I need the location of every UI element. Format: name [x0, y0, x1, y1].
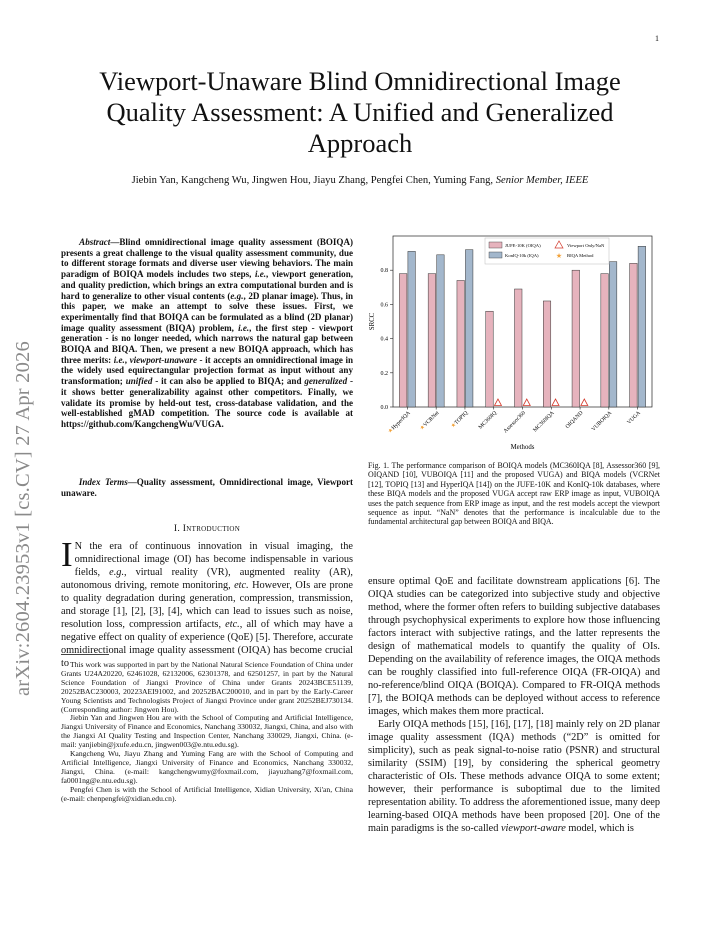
- x-tick-text: Assessor360: [502, 410, 527, 435]
- biqa-star-icon: ★: [418, 424, 427, 432]
- x-tick-text: OIQAND: [564, 410, 585, 431]
- bar-mc360iq-jufe: [486, 311, 494, 407]
- biqa-star-icon: ★: [449, 421, 458, 430]
- bar-mc360iqa-jufe: [543, 301, 551, 407]
- footnote-affiliation-2: Kangcheng Wu, Jiayu Zhang and Yuming Fang are with the School of Computing and Artificial Intelligence, Jiangxi University of Finance and Economics, Nanchang 330032, Jiangxi, China. (e-mail: kangchengwumy@foxmail.com, jiayuzhang7@foxmail.com, fa0001ng@e.ntu.edu.sg).: [61, 749, 353, 785]
- author-membership: Senior Member, IEEE: [495, 175, 589, 186]
- footnote-affiliation-3: Pengfei Chen is with the School of Artificial Intelligence, Xidian University, Xi'an, China (e-mail: chenpengfei@xidian.edu.cn).: [61, 784, 353, 803]
- page-number: 1: [655, 34, 659, 43]
- y-tick-label: 0.2: [380, 370, 388, 377]
- x-tick-text: VCRNet: [422, 410, 441, 429]
- y-tick-label: 0.0: [380, 405, 388, 411]
- x-tick-label: [626, 410, 642, 426]
- y-tick-label: 0.6: [380, 302, 388, 309]
- introduction-text: I N the era of continuous innovation in visual imaging, the omnidirectional image (OI) has become indispensable in various fields, e.g., virtual reality (VR), augmented reality (AR), autonomous driving, remote monitoring, etc. However, OIs are prone to quality degradation during generation, compression, transmission, and storage [1], [2], [3], [4], which can lead to issues such as noise, resolution loss, compression artifacts, etc., all of which may have a negative effect on quality of experience (QoE) [5]. Therefore, accurate omnidirectional image quality assessment (OIQA) has become crucial to: [61, 535, 353, 669]
- section-heading-introduction: I. Introduction: [173, 523, 241, 534]
- footnote-affiliation-1: Jiebin Yan and Jingwen Hou are with the School of Computing and Artificial Intelligence, Jiangxi University of Finance and Economics, Nanchang 330032, Jiangxi, China, and also with the Jiangxi AI Quality Testing and Inspection Center, Nanchang 330029, Jiangxi, China. (e-mail: yanjiebin@jxufe.edu.cn, jingwen003@e.ntu.edu.sg).: [61, 713, 353, 750]
- legend-label: JUFE-10K (OIQA): [505, 243, 541, 248]
- bar-topiq-jufe: [457, 280, 465, 407]
- x-tick-text: HyperIQA: [390, 410, 412, 432]
- author-names: Jiebin Yan, Kangcheng Wu, Jingwen Hou, Jiayu Zhang, Pengfei Chen, Yuming Fang,: [131, 175, 494, 186]
- x-tick-label: [478, 410, 499, 431]
- x-tick-label: [386, 409, 411, 434]
- index-terms-text: Quality assessment, Omnidirectional image, Viewport unaware.: [61, 477, 353, 498]
- x-tick-label: [503, 410, 527, 434]
- index-terms: Index Terms—Quality assessment, Omnidirectional image, Viewport unaware.: [61, 477, 353, 498]
- bar-vuga-jufe: [630, 263, 638, 407]
- bar-hyperiqa-jufe: [399, 274, 407, 407]
- footnote-rule: [61, 654, 109, 655]
- legend-label: Viewport Only/NaN: [567, 243, 605, 248]
- x-tick-label: [565, 410, 585, 430]
- bar-vcrnet-jufe: [428, 274, 436, 407]
- legend-label: KonIQ-10k (IQA): [505, 253, 539, 258]
- paragraph-early-methods: Early OIQA methods [15], [16], [17], [18] mainly rely on 2D planar image quality assessment (IQA) methods (“2D” is omitted for simplicity), such as peak signal-to-noise ratio (PSNR) and structural similarity (SSIM) [19], by considering the spherical geometry characteristic of OIs. These methods advance OIQA to some extent; however, their performance is suboptimal due to the limited representation ability. To address the aforementioned issue, many deep learning-based OIQA methods have been proposed [20]. One of the main paradigms is the so-called viewport-aware model, which is: [368, 719, 660, 834]
- author-list: [60, 175, 660, 186]
- figure-1-caption: Fig. 1. The performance comparison of BOIQA models (MC360IQA [8], Assessor360 [9], OIQAND [10], VUBOIQA [11] and the proposed VUGA) and BIQA models (VCRNet [12], TOPIQ [13] and HyperIQA [14]) on the JUFE-10K and KonIQ-10k databases, where these BIQA models and the proposed VUGA accept raw ERP image as input, VUBOIQA uses the patch sequence from ERP image as input, and the rest models accept the viewport sequence as input. “NaN” denotes that the performance is incalculable due to the fundamental architectural gap between BOIQA and BIQA.: [368, 461, 660, 527]
- bar-assessor360-jufe: [515, 289, 523, 407]
- legend-star-icon: ★: [555, 252, 563, 260]
- x-tick-label: [418, 409, 441, 432]
- bar-chart-svg: [364, 228, 662, 454]
- footnotes: [61, 661, 353, 804]
- legend-swatch-koniq: [489, 252, 502, 258]
- right-column-text: [368, 575, 660, 835]
- legend-box: [485, 238, 609, 264]
- figure-1-chart: [364, 228, 662, 454]
- paragraph-qoe: ensure optimal QoE and facilitate downstream applications [6]. The OIQA studies can be categorized into subjective study and objective method, where the former often refers to building subjective databases through psychophysical experiments to explore how those influencing factors interact with subjective ratings, and the latter represents the design of mathematical models to quantify the quality of OIs. Depending on the availability of reference images, the OIQA methods can be roughly classified into full-reference OIQA (FR-OIQA) and no-reference/blind OIQA (BOIQA). Compared to FR-OIQA methods [7], the BOIQA methods can be deployed without access to reference images, which makes them more practical.: [368, 576, 660, 717]
- bar-hyperiqa-koniq: [408, 251, 416, 407]
- footnote-funding: This work was supported in part by the National Natural Science Foundation of China under Grants U24A20220, 62461028, 62132006, 62301378, and 62501257, in part by the Natural Science Foundation of Jiangxi Province of China under Grants 20243BCE51139, 20252BAC230003, 20223AEI91002, and 20252BAC200010, and in part by the Early-Career Young Scientists and Technologists Project of Jiangxi Province under grant 20252BEJ730134. (Corresponding author: Jingwen Hou).: [61, 660, 353, 714]
- x-tick-text: MC360IQ: [477, 410, 499, 431]
- arxiv-stamp: arXiv:2604.23953v1 [cs.CV] 27 Apr 2026: [12, 341, 34, 696]
- x-tick-label: [591, 410, 613, 432]
- legend-label: BIQA Method: [567, 253, 594, 258]
- legend-swatch-jufe: [489, 242, 502, 248]
- abstract-label: Abstract: [79, 237, 111, 247]
- y-tick-label: 0.8: [380, 268, 388, 275]
- x-axis-label: Methods: [510, 444, 535, 451]
- x-tick-text: VUBOIQA: [590, 410, 614, 433]
- x-tick-text: MC360IQA: [532, 410, 556, 434]
- abstract: Abstract—Blind omnidirectional image quality assessment (BOIQA) presents a great challenge to the visual quality assessment community, due to different storage formats and diverse user viewing behaviors. The main paradigm of BOIQA models includes two steps, i.e., viewport generation, and quality prediction, which brings an extra computational burden and is hard to generalize to other visual contents (e.g., 2D planar image). Thus, in this paper, we make an attempt to solve these issues. First, we experimentally find that BOIQA can be formulated as a blind (2D planar) image quality assessment (BIQA) problem, i.e., the first step - viewport generation - is no longer needed, which narrows the natural gap between BOIQA and BIQA. Then, we present a new BOIQA approach, which has three merits: i.e., viewport-unaware - it accepts an omnidirectional image in the widely used equirectangular projection format as input without any transformation; unified - it can also be applied to BIQA; and generalized - it shows better generalizability against other competitors. Finally, we validate its promise by held-out test, cross-database validation, and the well-established gMAD competition. The source code is available at https://github.com/KangchengWu/VUGA.: [61, 237, 354, 429]
- bar-vcrnet-koniq: [437, 255, 445, 407]
- x-tick-label: [449, 409, 469, 429]
- bar-topiq-koniq: [465, 250, 473, 407]
- y-axis-label: SRCC: [369, 312, 376, 331]
- bar-vuboiqa-jufe: [601, 274, 609, 407]
- drop-cap: I: [61, 535, 73, 574]
- x-tick-text: TOPIQ: [453, 410, 470, 426]
- x-tick-text: VUGA: [626, 410, 643, 426]
- x-tick-label: [532, 410, 555, 433]
- bar-vuga-koniq: [638, 246, 646, 407]
- bar-oiqand-jufe: [572, 270, 580, 407]
- bar-vuboiqa-koniq: [609, 262, 617, 407]
- biqa-star-icon: ★: [387, 427, 395, 435]
- y-tick-label: 0.4: [380, 336, 388, 343]
- index-terms-label: Index Terms: [78, 477, 128, 487]
- paper-title: Viewport-Unaware Blind Omnidirectional Image Quality Assessment: A Unified and Generalized Approach: [99, 66, 621, 158]
